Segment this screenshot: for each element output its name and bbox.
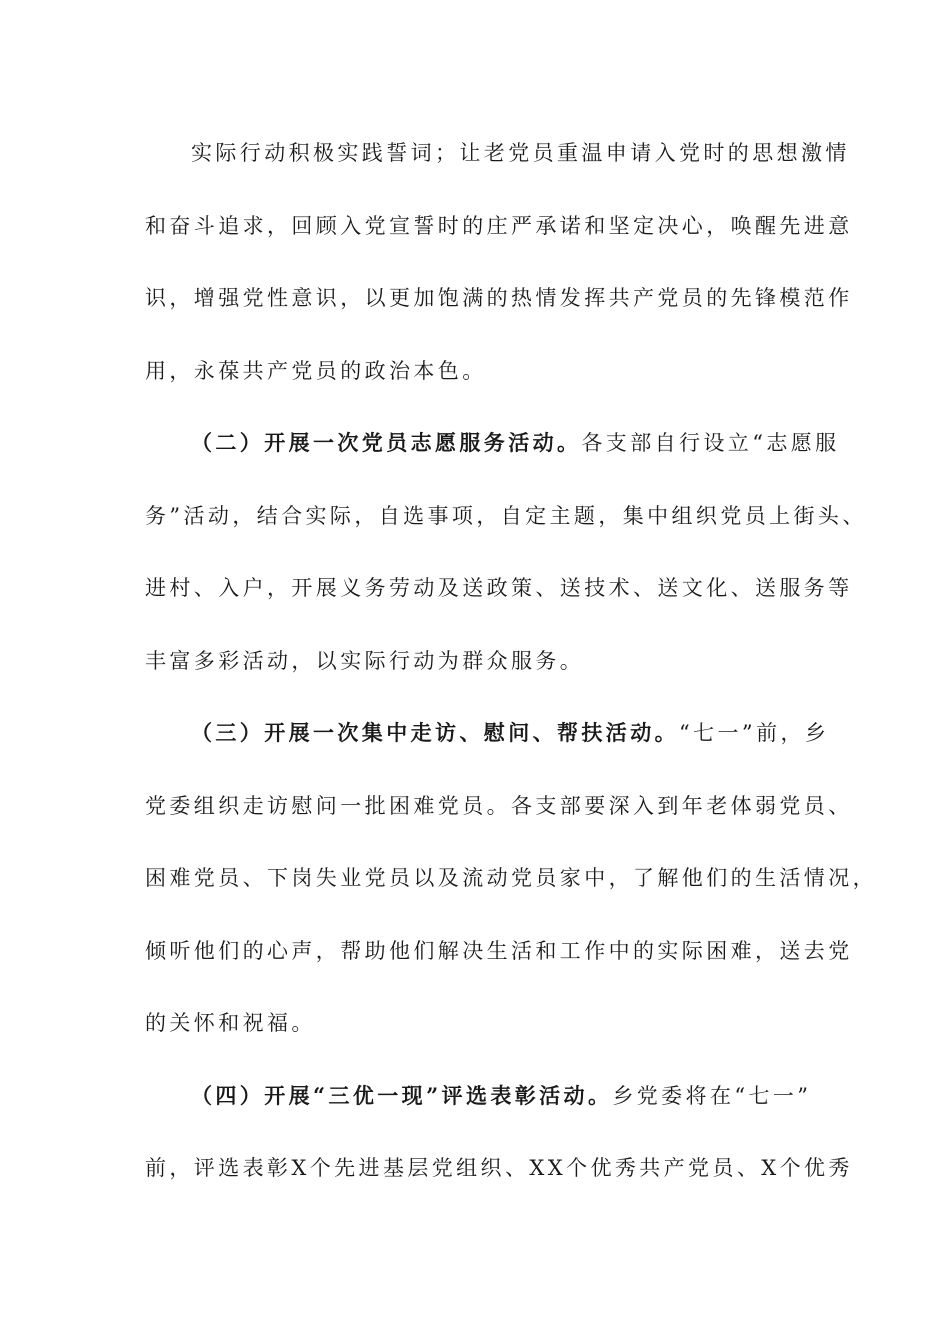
paragraph-line: 务”活动，结合实际，自选事项，自定主题，集中组织党员上街头、	[145, 503, 867, 528]
section-heading: （二）开展一次党员志愿服务活动。	[191, 430, 582, 455]
paragraph-4	[145, 1071, 853, 1216]
section-heading: （四）开展“三优一现”评选表彰活动。	[191, 1082, 613, 1108]
paragraph-line: 困难党员、下岗失业党员以及流动党员家中，了解他们的生活情况，	[145, 866, 877, 890]
paragraph-2	[145, 418, 867, 708]
paragraph-line: 丰富多彩活动，以实际行动为群众服务。	[145, 648, 585, 673]
paragraph-line: 进村、入户，开展义务劳动及送政策、送技术、送文化、送服务等	[145, 576, 853, 600]
paragraph-line: 倾听他们的心声，帮助他们解决生活和工作中的实际困难，送去党	[145, 938, 853, 963]
paragraph-text: 各支部自行设立“志愿服	[581, 431, 840, 455]
paragraph-text: “七一”前，乡	[679, 721, 830, 745]
document-body	[145, 128, 877, 1216]
paragraph-line: 的关怀和祝福。	[145, 1011, 316, 1035]
paragraph-line: 实际行动积极实践誓词；让老党员重温申请入党时的思想激情	[191, 141, 850, 165]
paragraph-text: 乡党委将在“七一”	[612, 1083, 812, 1108]
paragraph-line: 党委组织走访慰问一批困难党员。各支部要深入到年老体弱党员、	[145, 793, 853, 818]
paragraph-line: 识，增强党性意识，以更加饱满的热情发挥共产党员的先锋模范作	[145, 286, 853, 310]
section-heading: （三）开展一次集中走访、慰问、帮扶活动。	[191, 720, 679, 745]
paragraph-line	[145, 418, 840, 491]
paragraph-line: 和奋斗追求，回顾入党宣誓时的庄严承诺和坚定决心，唤醒先进意	[145, 213, 853, 238]
paragraph-line: 用，永葆共产党员的政治本色。	[145, 358, 487, 383]
paragraph-line: 前，评选表彰X个先进基层党组织、XX个优秀共产党员、X个优秀	[145, 1156, 853, 1180]
paragraph-line	[145, 708, 830, 781]
paragraph-line	[145, 1071, 815, 1144]
paragraph-3	[145, 708, 877, 1071]
paragraph-1	[145, 128, 853, 418]
